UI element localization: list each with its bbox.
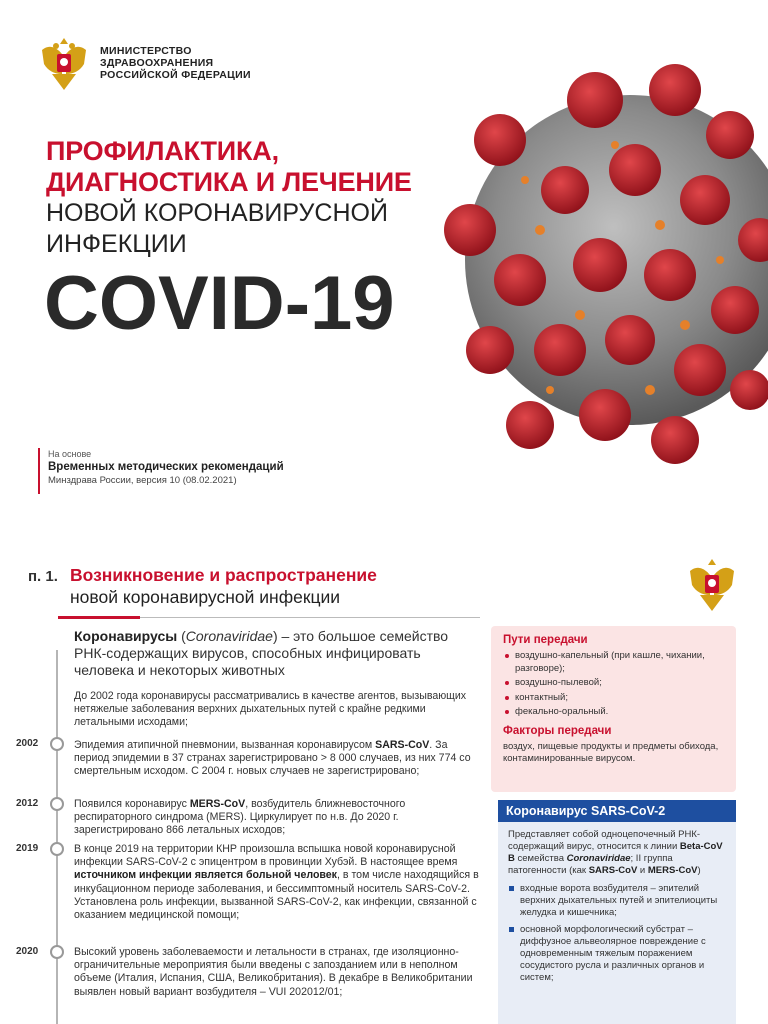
timeline-year: 2019 [16, 843, 39, 854]
basis-line: Минздрава России, версия 10 (08.02.2021) [48, 475, 237, 486]
timeline-year: 2020 [16, 946, 39, 957]
timeline-text: Появился коронавирус [74, 798, 190, 810]
sars-text: семейства [514, 853, 567, 864]
timeline-line [56, 650, 58, 1024]
timeline-dot [50, 797, 64, 811]
sars-text: Представляет собой одноцепочечный РНК-содержащий вирус, относится к линии [508, 829, 701, 852]
basis-accent-line [38, 448, 40, 494]
timeline-dot [50, 737, 64, 751]
sars-item: основной морфологический субстрат – диффузное альвеолярное повреждение с одновременным тяжелым поражением сосудистого русла и различных органов и систем; [508, 924, 726, 984]
timeline-text: , в том числе находящийся в инкубационном периоде заболевания, и бессимптомный носитель SARS-CoV-2. Установлена роль инфекции, вызванной SARS-CoV-2, как инфекции, связанной с оказанием медицинской помощи; [74, 869, 479, 922]
transmission-item: воздушно-пылевой; [503, 677, 724, 690]
transmission-item: фекально-оральный. [503, 706, 724, 719]
timeline-virus: MERS-CoV [189, 798, 246, 810]
section-number: п. 1. [28, 568, 58, 585]
transmission-item: контактный; [503, 692, 724, 705]
basis-note [48, 448, 348, 487]
basis-title: Временных методических рекомендаций [48, 461, 284, 473]
transmission-panel [491, 626, 736, 792]
intro-text-part: ( [177, 628, 186, 644]
timeline-entry [74, 739, 484, 779]
title-line: ДИАГНОСТИКА И ЛЕЧЕНИЕ [46, 167, 412, 197]
sars-panel-title: Коронавирус SARS-CoV-2 [498, 800, 736, 822]
section-rule [140, 617, 480, 618]
timeline-entry: До 2002 года коронавирусы рассматривались в качестве агентов, вызывающих нетяжелые заболевания верхних дыхательных путей с крайне редкими летальными исходами; [74, 690, 467, 729]
covid-title: COVID-19 [44, 261, 395, 346]
sars-virus: MERS-CoV [647, 865, 698, 876]
timeline-text: В конце 2019 на территории КНР произошла вспышка новой коронавирусной инфекции SARS-CoV-2 с эпицентром в провинции Хубэй. В настоящее время [74, 843, 458, 869]
timeline-year: 2002 [16, 738, 39, 749]
sars-text: ) [697, 865, 701, 876]
sars-virus: SARS-CoV [588, 865, 638, 876]
timeline-virus: SARS-CoV [375, 739, 430, 751]
section-rule [58, 616, 140, 619]
sars-family: Coronaviridae [566, 853, 631, 864]
timeline-text: , возбудитель ближневосточного респираторного синдрома (MERS). Циркулирует по н.в. До 2020 г. зарегистрировано 866 летальных исходов; [74, 798, 406, 837]
title-subtitle [46, 198, 388, 260]
sars-lineage: Beta-CoV B [508, 841, 723, 864]
timeline-entry [74, 798, 484, 838]
intro-text [74, 628, 474, 679]
ministry-emblem-icon [38, 34, 90, 92]
sars-text: ; II группа патогенности (как [508, 853, 673, 876]
intro-latin: Coronaviridae [185, 628, 273, 644]
timeline-text: Эпидемия атипичной пневмонии, вызванная коронавирусом [74, 739, 376, 751]
timeline-dot [50, 842, 64, 856]
title-highlight [46, 136, 412, 198]
coronavirus-illustration [430, 30, 768, 500]
title-line: ИНФЕКЦИИ [46, 230, 187, 258]
sars-text: и [637, 865, 648, 876]
transmission-title: Пути передачи [503, 634, 588, 646]
timeline-year: 2012 [16, 798, 39, 809]
ministry-emblem-icon [686, 555, 738, 613]
transmission-list [503, 650, 724, 719]
sars-list [508, 883, 726, 984]
transmission-item: воздушно-капельный (при кашле, чихании, разговоре); [503, 650, 724, 675]
ministry-line: РОССИЙСКОЙ ФЕДЕРАЦИИ [100, 69, 251, 81]
timeline-highlight: источником инфекции является больной человек [74, 869, 337, 882]
sars-cov-2-panel [498, 800, 736, 1024]
factors-title: Факторы передачи [503, 724, 612, 737]
title-line: НОВОЙ КОРОНАВИРУСНОЙ [46, 199, 388, 227]
intro-text-part: ) – это большое семейство РНК-содержащих вирусов, способных инфицировать человека и некоторых животных [74, 628, 449, 678]
timeline-text: . За период эпидемии в 37 странах зарегистрировано > 8 000 случаев, из них 774 со смертельным исходом. С 2004 г. новых случаев не зарегистрировано; [74, 739, 471, 778]
section-subtitle: новой коронавирусной инфекции [70, 587, 341, 607]
timeline-dot [50, 945, 64, 959]
timeline-entry [74, 843, 484, 922]
timeline-entry: Высокий уровень заболеваемости и летальности в странах, где изоляционно-ограничительные мероприятия были введены с запозданием или в неполном объеме (Италия, Испания, США, Великобритания). В декабре в Великобритании выявлен новый вариант возбудителя – VUI 202012/01; [74, 946, 473, 998]
ministry-line: ЗДРАВООХРАНЕНИЯ [100, 57, 214, 69]
title-line: ПРОФИЛАКТИКА, [46, 136, 279, 166]
sars-description [508, 829, 726, 877]
intro-term: Коронавирусы [74, 628, 178, 644]
ministry-name [100, 45, 251, 81]
sars-item: входные ворота возбудителя – эпителий верхних дыхательных путей и эпителиоциты желудка и кишечника; [508, 883, 726, 919]
ministry-line: МИНИСТЕРСТВО [100, 45, 192, 57]
factors-text: воздух, пищевые продукты и предметы обихода, контаминированные вирусом. [503, 740, 719, 764]
section-title: Возникновение и распространение [70, 565, 377, 585]
sars-panel-body [498, 822, 736, 996]
basis-line: На основе [48, 449, 92, 459]
